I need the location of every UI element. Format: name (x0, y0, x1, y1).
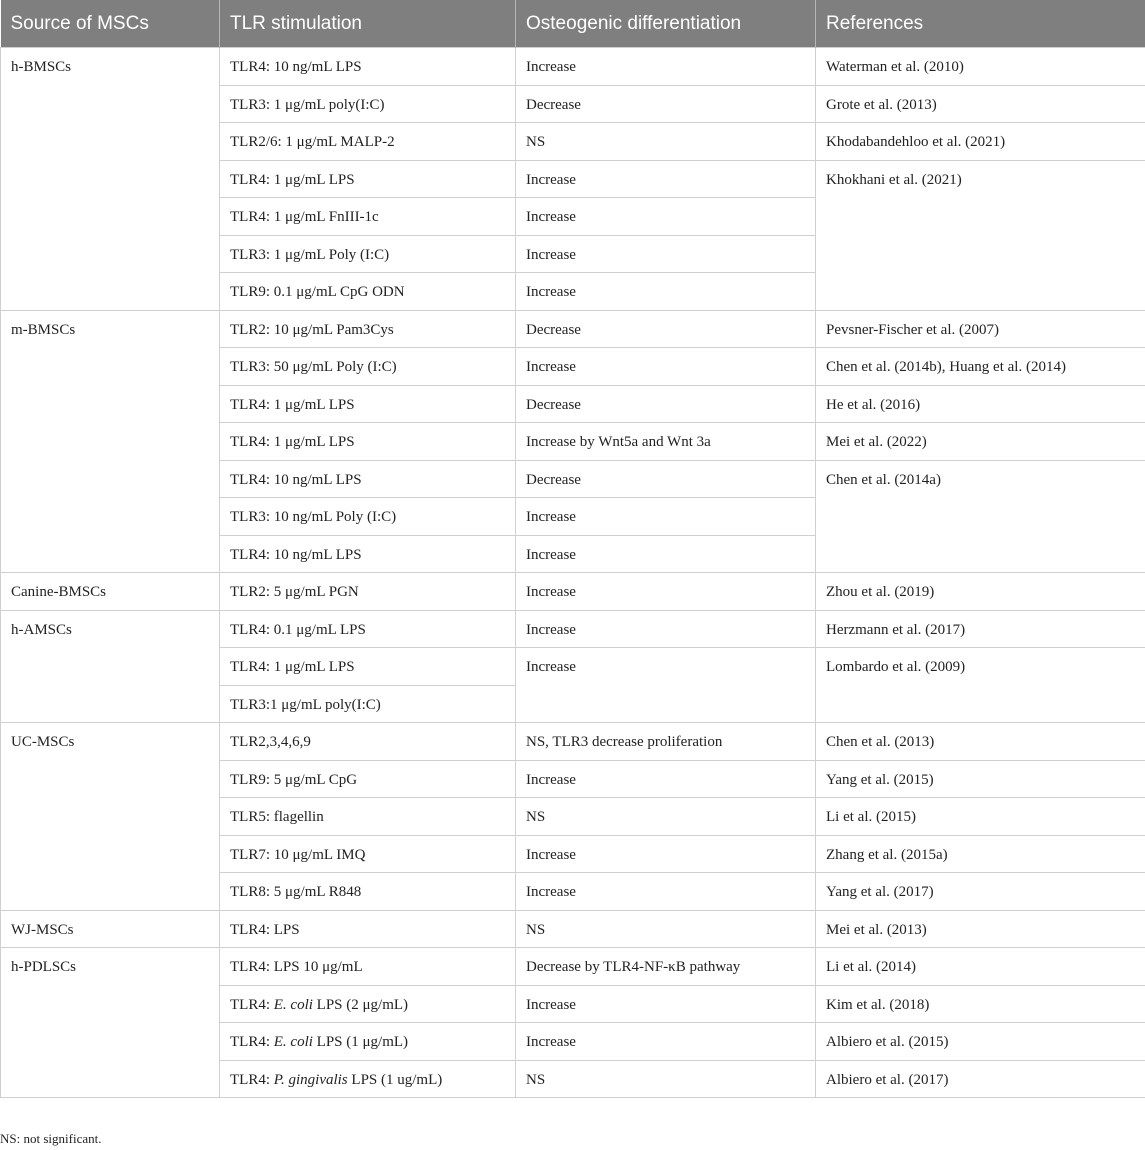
osteo-cell: NS (516, 123, 816, 161)
ref-cell: Albiero et al. (2015) (816, 1023, 1145, 1061)
stim-cell: TLR3: 1 μg/mL poly(I:C) (220, 85, 516, 123)
source-cell: h-AMSCs (1, 610, 220, 723)
osteo-cell: Decrease by TLR4-NF-κB pathway (516, 948, 816, 986)
stim-cell: TLR4: 10 ng/mL LPS (220, 460, 516, 498)
osteo-cell: Increase (516, 873, 816, 911)
table-row (1, 910, 1145, 948)
source-cell: UC-MSCs (1, 723, 220, 911)
ref-cell: Grote et al. (2013) (816, 85, 1145, 123)
stim-cell: TLR4: 1 μg/mL LPS (220, 423, 516, 461)
stim-cell: TLR4: LPS 10 μg/mL (220, 948, 516, 986)
osteo-cell: Increase (516, 835, 816, 873)
osteo-cell: Increase (516, 760, 816, 798)
osteo-cell: Decrease (516, 385, 816, 423)
stim-cell: TLR2: 10 μg/mL Pam3Cys (220, 310, 516, 348)
table-row (1, 573, 1145, 611)
stim-prefix: TLR4: (230, 996, 274, 1013)
stim-suffix: LPS (1 ug/mL) (347, 1071, 443, 1088)
stim-prefix: TLR4: (230, 1071, 274, 1088)
osteo-cell: NS, TLR3 decrease proliferation (516, 723, 816, 761)
stim-cell (220, 1023, 516, 1061)
osteo-cell: Increase (516, 648, 816, 723)
osteo-cell: Increase (516, 198, 816, 236)
stim-cell: TLR9: 0.1 μg/mL CpG ODN (220, 273, 516, 311)
stim-cell: TLR4: 1 μg/mL FnIII-1c (220, 198, 516, 236)
ref-cell: Li et al. (2014) (816, 948, 1145, 986)
osteo-cell: Decrease (516, 85, 816, 123)
ref-cell: Chen et al. (2014a) (816, 460, 1145, 573)
osteo-cell: Increase (516, 1023, 816, 1061)
osteo-cell: Increase (516, 348, 816, 386)
stim-cell: TLR8: 5 μg/mL R848 (220, 873, 516, 911)
ref-cell: Waterman et al. (2010) (816, 48, 1145, 86)
stim-suffix: LPS (1 μg/mL) (312, 1034, 409, 1050)
source-cell: h-BMSCs (1, 48, 220, 311)
source-cell: Canine-BMSCs (1, 573, 220, 611)
osteo-cell: NS (516, 1060, 816, 1098)
header-source: Source of MSCs (1, 0, 220, 48)
table-header-row (1, 0, 1145, 48)
stim-cell: TLR3:1 μg/mL poly(I:C) (220, 685, 516, 723)
osteo-cell: Increase (516, 985, 816, 1023)
osteo-cell: Increase (516, 273, 816, 311)
osteo-cell: NS (516, 910, 816, 948)
ref-cell: Yang et al. (2015) (816, 760, 1145, 798)
stim-cell: TLR4: 1 μg/mL LPS (220, 160, 516, 198)
osteo-cell: Increase (516, 573, 816, 611)
organism-name: P. gingivalis (273, 1071, 348, 1088)
ref-cell: Li et al. (2015) (816, 798, 1145, 836)
stim-cell: TLR2/6: 1 μg/mL MALP-2 (220, 123, 516, 161)
table-footnote: NS: not significant. (0, 1131, 102, 1146)
osteo-cell: Increase (516, 535, 816, 573)
stim-suffix: LPS (2 μg/mL) (312, 996, 409, 1013)
stim-cell: TLR4: 1 μg/mL LPS (220, 648, 516, 686)
ref-cell: Lombardo et al. (2009) (816, 648, 1145, 723)
table-row (1, 723, 1145, 761)
ref-cell: Chen et al. (2013) (816, 723, 1145, 761)
source-cell: WJ-MSCs (1, 910, 220, 948)
table-row (1, 610, 1145, 648)
osteo-cell: Increase (516, 160, 816, 198)
stim-cell: TLR7: 10 μg/mL IMQ (220, 835, 516, 873)
stim-cell: TLR4: 0.1 μg/mL LPS (220, 610, 516, 648)
stim-cell: TLR3: 50 μg/mL Poly (I:C) (220, 348, 516, 386)
stim-cell: TLR3: 10 ng/mL Poly (I:C) (220, 498, 516, 536)
stim-cell: TLR4: 1 μg/mL LPS (220, 385, 516, 423)
osteo-cell: Increase (516, 498, 816, 536)
stim-cell: TLR4: LPS (220, 910, 516, 948)
osteo-cell: Increase (516, 48, 816, 86)
ref-cell: Herzmann et al. (2017) (816, 610, 1145, 648)
osteo-cell: Increase by Wnt5a and Wnt 3a (516, 423, 816, 461)
ref-cell: Mei et al. (2013) (816, 910, 1145, 948)
stim-cell: TLR4: 10 ng/mL LPS (220, 535, 516, 573)
ref-cell: Pevsner-Fischer et al. (2007) (816, 310, 1145, 348)
ref-cell: Yang et al. (2017) (816, 873, 1145, 911)
osteo-cell: Decrease (516, 460, 816, 498)
ref-cell: Mei et al. (2022) (816, 423, 1145, 461)
ref-cell: He et al. (2016) (816, 385, 1145, 423)
stim-cell: TLR2,3,4,6,9 (220, 723, 516, 761)
stim-cell: TLR4: 10 ng/mL LPS (220, 48, 516, 86)
ref-cell: Zhou et al. (2019) (816, 573, 1145, 611)
osteo-cell: Increase (516, 235, 816, 273)
table-row (1, 48, 1145, 86)
header-osteogenic: Osteogenic differentiation (516, 0, 816, 48)
ref-cell: Zhang et al. (2015a) (816, 835, 1145, 873)
ref-cell: Albiero et al. (2017) (816, 1060, 1145, 1098)
organism-name: E. coli (273, 1034, 313, 1050)
ref-cell: Khodabandehloo et al. (2021) (816, 123, 1145, 161)
header-references: References (816, 0, 1145, 48)
header-tlr-stimulation: TLR stimulation (220, 0, 516, 48)
osteo-cell: Decrease (516, 310, 816, 348)
table-row (1, 310, 1145, 348)
table-row (1, 948, 1145, 986)
ref-cell: Khokhani et al. (2021) (816, 160, 1145, 310)
stim-cell: TLR2: 5 μg/mL PGN (220, 573, 516, 611)
stim-prefix: TLR4: (230, 1034, 274, 1050)
ref-cell: Kim et al. (2018) (816, 985, 1145, 1023)
stim-cell (220, 985, 516, 1023)
stim-cell: TLR9: 5 μg/mL CpG (220, 760, 516, 798)
stim-cell (220, 1060, 516, 1098)
stim-cell: TLR3: 1 μg/mL Poly (I:C) (220, 235, 516, 273)
source-cell: h-PDLSCs (1, 948, 220, 1098)
osteo-cell: NS (516, 798, 816, 836)
organism-name: E. coli (273, 996, 313, 1013)
osteo-cell: Increase (516, 610, 816, 648)
ref-cell: Chen et al. (2014b), Huang et al. (2014) (816, 348, 1145, 386)
stim-cell: TLR5: flagellin (220, 798, 516, 836)
source-cell: m-BMSCs (1, 310, 220, 573)
